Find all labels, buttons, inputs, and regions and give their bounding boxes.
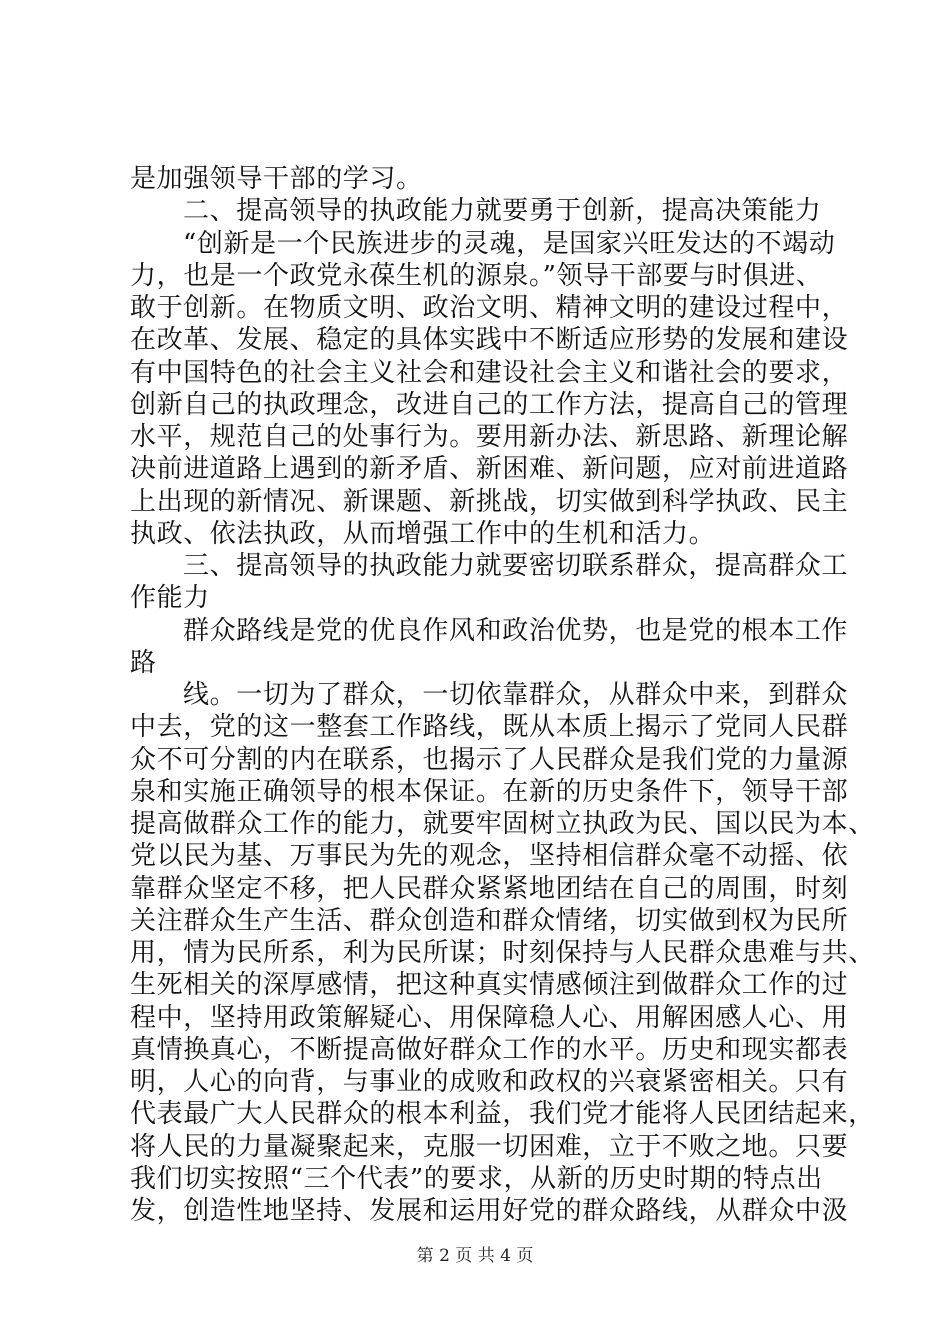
body-text-line: 众不可分割的内在联系，也揭示了人民群众是我们党的力量源 bbox=[130, 744, 849, 775]
body-text-line: 用，情为民所系，利为民所谋；时刻保持与人民群众患难与共、 bbox=[130, 938, 875, 968]
body-text-line: 党以民为基、万事民为先的观念，坚持相信群众毫不动摇、依 bbox=[130, 841, 849, 872]
body-text-line: 敢于创新。在物质文明、政治文明、精神文明的建设过程中， bbox=[130, 293, 849, 323]
body-text-line: 泉和实施正确领导的根本保证。在新的历史条件下，领导干部 bbox=[130, 776, 849, 807]
body-text-line: 决前进道路上遇到的新矛盾、新困难、新问题，应对前进道路 bbox=[130, 454, 849, 485]
body-text-line: 力，也是一个政党永葆生机的源泉。”领导干部要与时俱进、 bbox=[130, 260, 823, 291]
body-text-line: 发，创造性地坚持、发展和运用好党的群众路线，从群众中汲 bbox=[130, 1196, 849, 1226]
body-text-line: 将人民的力量凝聚起来，克服一切困难，立于不败之地。只要 bbox=[130, 1131, 849, 1162]
body-text-line: 执政、依法执政，从而增强工作中的生机和活力。 bbox=[130, 518, 716, 549]
section-heading-3-continued: 作能力 bbox=[130, 583, 210, 614]
body-text-line: 真情换真心，不断提高做好群众工作的水平。历史和现实都表 bbox=[130, 1034, 849, 1065]
body-text-line: 代表最广大人民群众的根本利益，我们党才能将人民团结起来， bbox=[130, 1099, 875, 1130]
body-text-line: 我们切实按照“三个代表”的要求，从新的历史时期的特点出 bbox=[130, 1163, 823, 1194]
body-text-line: 程中，坚持用政策解疑心、用保障稳人心、用解困感人心、用 bbox=[130, 1002, 849, 1033]
section-heading-3: 三、提高领导的执政能力就要密切联系群众，提高群众工 bbox=[183, 551, 849, 581]
body-text-line: 群众路线是党的优良作风和政治优势，也是党的根本工作 bbox=[183, 615, 849, 646]
body-text-line: 生死相关的深厚感情，把这种真实情感倾注到做群众工作的过 bbox=[130, 970, 849, 1001]
body-text-line: 线。一切为了群众，一切依靠群众，从群众中来，到群众 bbox=[183, 680, 849, 710]
body-text-line: 靠群众坚定不移，把人民群众紧紧地团结在自己的周围，时刻 bbox=[130, 873, 849, 904]
body-text-line: “创新是一个民族进步的灵魂，是国家兴旺发达的不竭动 bbox=[183, 228, 836, 259]
page-number-footer: 第 2 页 共 4 页 bbox=[416, 1246, 534, 1266]
body-text-line: 在改革、发展、稳定的具体实践中不断适应形势的发展和建设 bbox=[130, 325, 849, 356]
body-text-line: 提高做群众工作的能力，就要牢固树立执政为民、国以民为本、 bbox=[130, 809, 875, 839]
section-heading-2: 二、提高领导的执政能力就要勇于创新，提高决策能力 bbox=[183, 196, 822, 227]
body-text-line: 有中国特色的社会主义社会和建设社会主义和谐社会的要求， bbox=[130, 357, 849, 388]
body-text-line: 中去，党的这一整套工作路线，既从本质上揭示了党同人民群 bbox=[130, 712, 849, 743]
body-text-line: 上出现的新情况、新课题、新挑战，切实做到科学执政、民主 bbox=[130, 486, 849, 517]
body-text-line: 路 bbox=[130, 647, 157, 678]
body-text-line: 水平，规范自己的处事行为。要用新办法、新思路、新理论解 bbox=[130, 422, 849, 452]
body-text-line: 创新自己的执政理念，改进自己的工作方法，提高自己的管理 bbox=[130, 389, 849, 420]
body-text-line: 关注群众生产生活、群众创造和群众情绪，切实做到权为民所 bbox=[130, 905, 849, 936]
body-text-line: 明，人心的向背，与事业的成败和政权的兴衰紧密相关。只有 bbox=[130, 1067, 849, 1097]
body-text-line: 是加强领导干部的学习。 bbox=[130, 164, 423, 194]
